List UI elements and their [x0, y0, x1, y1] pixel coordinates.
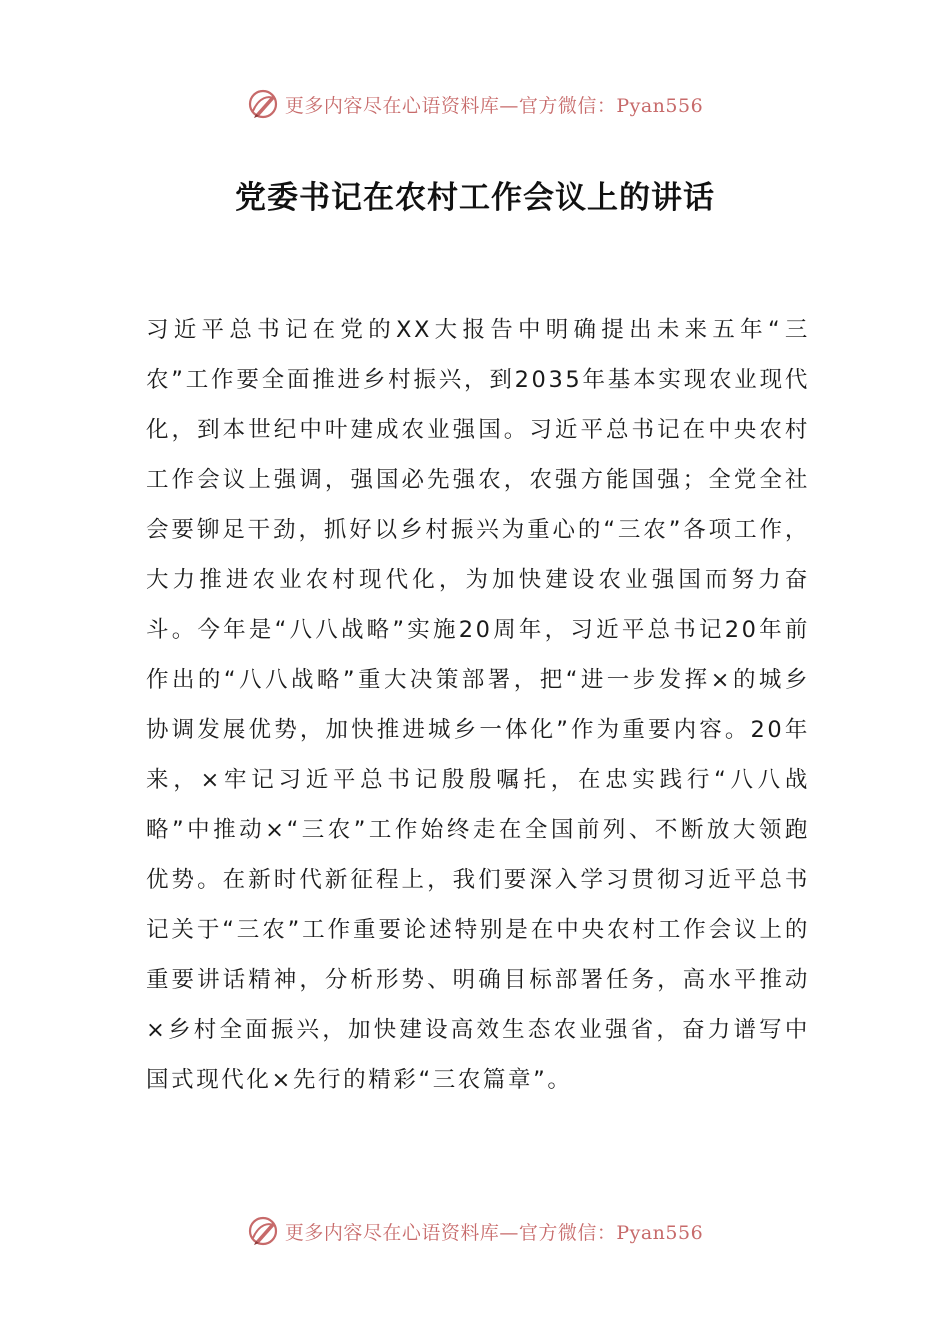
pen-swirl-logo-icon [247, 1214, 281, 1248]
header-watermark-banner [0, 84, 950, 124]
footer-watermark-banner [0, 1211, 950, 1251]
document-body-paragraph: 习近平总书记在党的XX大报告中明确提出未来五年“三农”工作要全面推进乡村振兴，到2035年基本实现农业现代化，到本世纪中叶建成农业强国。习近平总书记在中央农村工作会议上强调，强国必先强农，农强方能国强；全党全社会要铆足干劲，抓好以乡村振兴为重心的“三农”各项工作，大力推进农业农村现代化，为加快建设农业强国而努力奋斗。今年是“八八战略”实施20周年，习近平总书记20年前作出的“八八战略”重大决策部署，把“进一步发挥×的城乡协调发展优势，加快推进城乡一体化”作为重要内容。20年来，×牢记习近平总书记殷殷嘱托，在忠实践行“八八战略”中推动×“三农”工作始终走在全国前列、不断放大领跑优势。在新时代新征程上，我们要深入学习贯彻习近平总书记关于“三农”工作重要论述特别是在中央农村工作会议上的重要讲话精神，分析形势、明确目标部署任务，高水平推动×乡村全面振兴，加快建设高效生态农业强省，奋力谱写中国式现代化×先行的精彩“三农篇章”。 [146, 317, 810, 1093]
document-title: 党委书记在农村工作会议上的讲话 [235, 180, 715, 216]
footer-watermark-text: 更多内容尽在心语资料库—官方微信：Pyan556 [284, 1221, 704, 1244]
header-watermark-text: 更多内容尽在心语资料库—官方微信：Pyan556 [284, 94, 704, 117]
pen-swirl-logo-icon [247, 87, 281, 121]
